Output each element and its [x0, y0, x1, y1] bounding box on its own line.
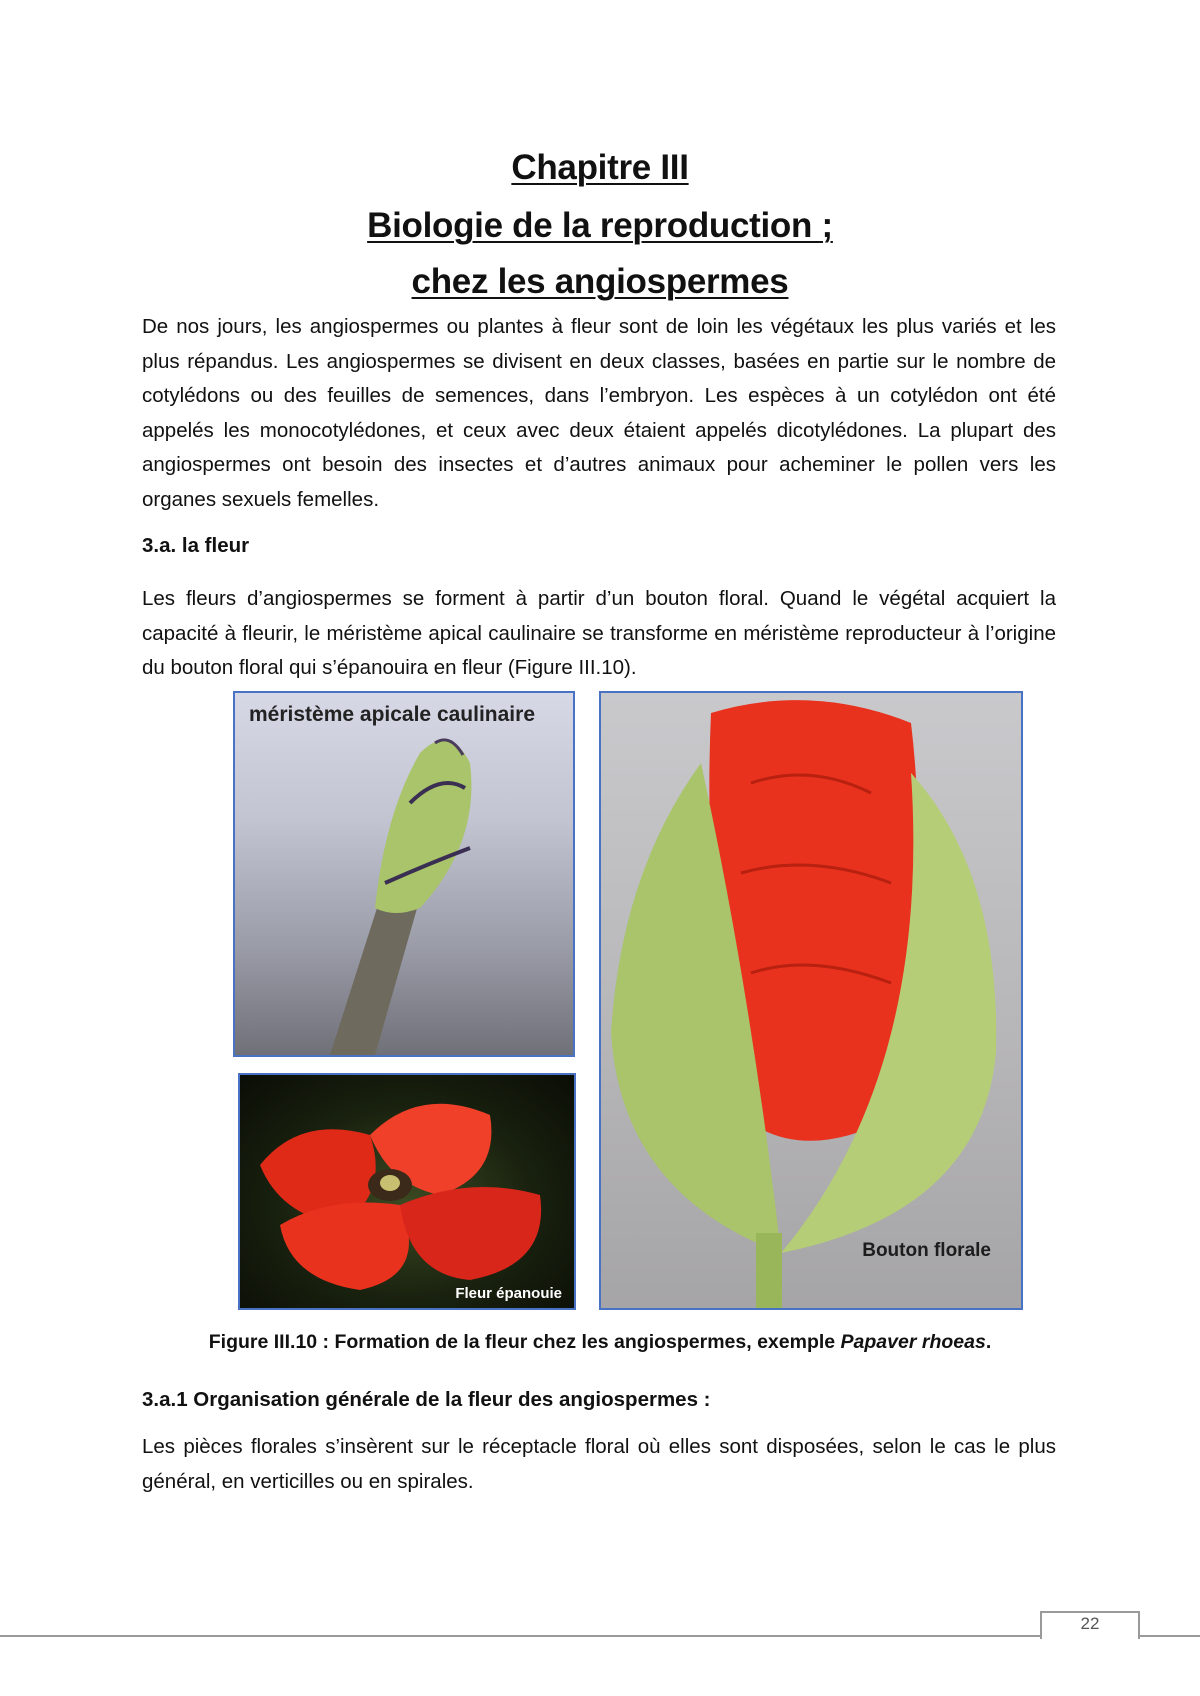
section-heading-flower: 3.a. la fleur	[142, 534, 250, 557]
figure-caption	[0, 1331, 1200, 1354]
section-heading-organisation: 3.a.1 Organisation générale de la fleur des angiospermes :	[142, 1388, 711, 1411]
open-flower-label: Fleur épanouie	[455, 1285, 562, 1302]
chapter-subtitle-2: chez les angiospermes	[411, 262, 789, 301]
flower-bud-label: Bouton florale	[862, 1240, 991, 1261]
flower-paragraph: Les fleurs d’angiospermes se forment à partir d’un bouton floral. Quand le végétal acquiert la capacité à fleurir, le méristème apical caulinaire se transforme en méristème reproducteur à l’origine du bouton floral qui s’épanouira en fleur (Figure III.10).	[142, 587, 1056, 679]
meristem-label: méristème apicale caulinaire	[249, 703, 535, 726]
caption-species: Papaver rhoeas	[840, 1331, 986, 1353]
flower-bud-photo	[599, 691, 1023, 1310]
poppy-illustration	[240, 1075, 574, 1308]
open-flower-photo	[238, 1073, 576, 1310]
organisation-paragraph: Les pièces florales s’insèrent sur le réceptacle floral où elles sont disposées, selon le cas le plus général, en verticilles ou en spirales.	[142, 1435, 1056, 1493]
bud-illustration	[235, 693, 573, 1055]
caption-text: Figure III.10 : Formation de la fleur chez les angiospermes, exemple	[208, 1331, 841, 1353]
caption-end: .	[985, 1331, 992, 1353]
chapter-title: Chapitre III	[511, 148, 689, 187]
page-number: 22	[1080, 1614, 1100, 1633]
bud-opening-illustration	[601, 693, 1021, 1308]
intro-paragraph: De nos jours, les angiospermes ou plantes à fleur sont de loin les végétaux les plus variés et les plus répandus. Les angiospermes se divisent en deux classes, basées en partie sur le nombre de cotylédons ou des feuilles de semences, dans l’embryon. Les espèces à un cotylédon ont été appelés les monocotylédones, et ceux avec deux étaient appelés dicotylédones. La plupart des angiospermes ont besoin des insectes et d’autres animaux pour acheminer le pollen vers les organes sexuels femelles.	[142, 315, 1056, 511]
chapter-subtitle: Biologie de la reproduction ;	[367, 206, 833, 245]
meristem-photo	[233, 691, 575, 1057]
footer-rule	[0, 1635, 1200, 1637]
